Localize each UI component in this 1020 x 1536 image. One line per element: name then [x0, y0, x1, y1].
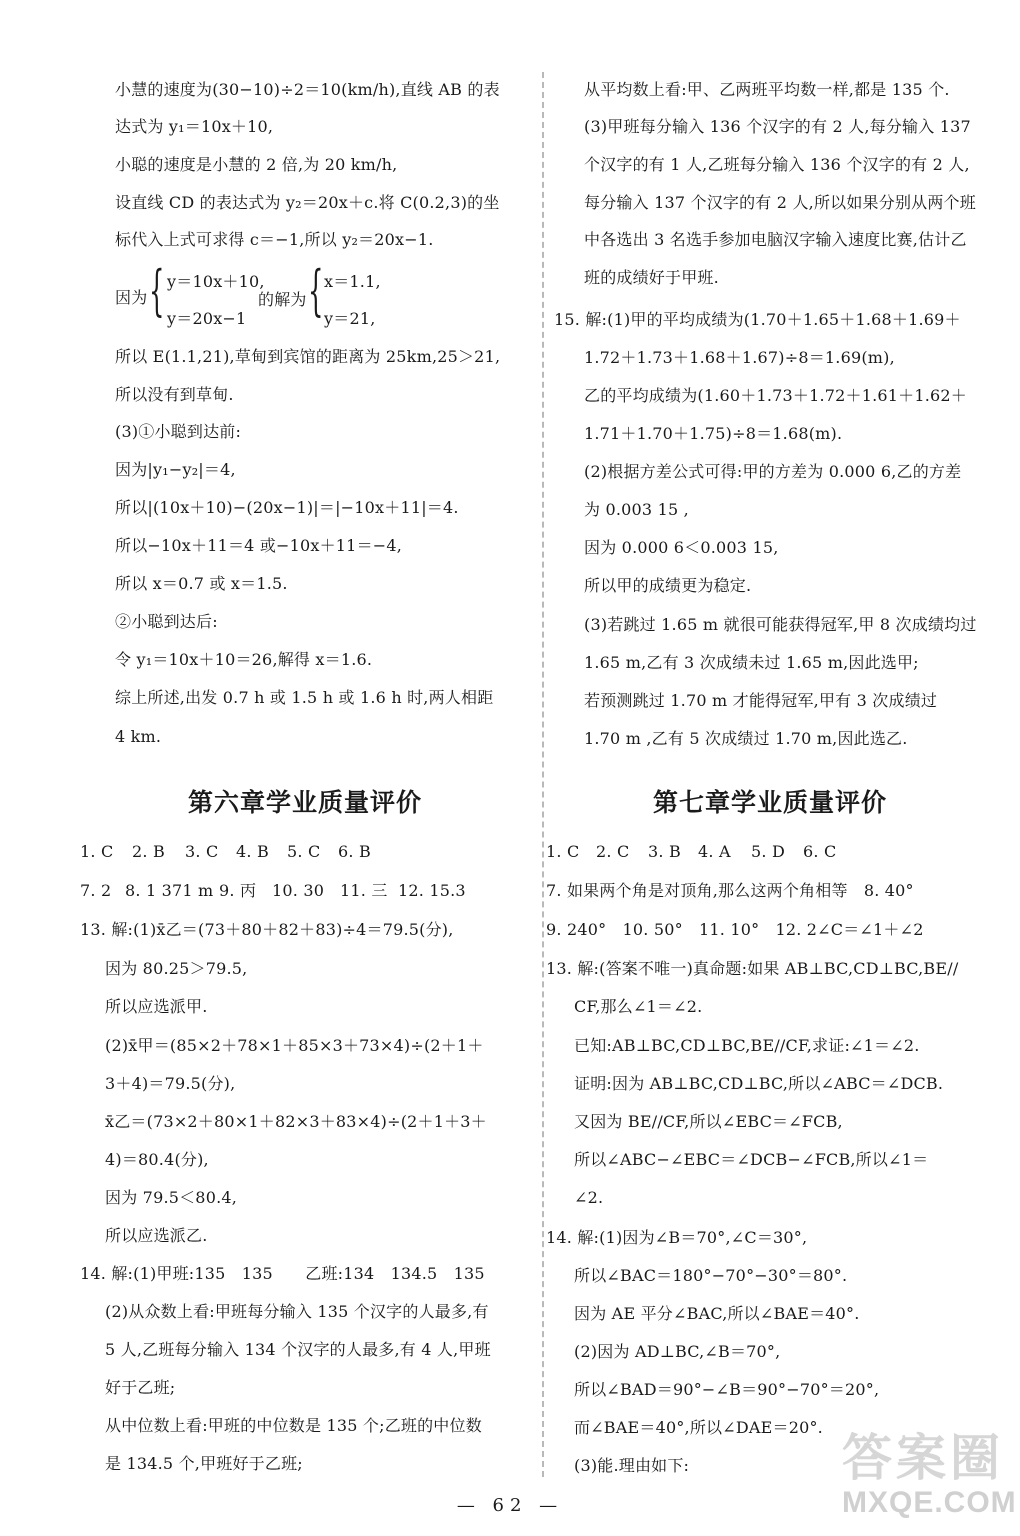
left-brace-icon: { — [308, 259, 324, 322]
text-line: 5 人,乙班每分输入 134 个汉字的人最多,有 4 人,甲班 — [105, 1340, 491, 1359]
text-line: (3)①小聪到达前: — [115, 422, 242, 441]
text-line: CF,那么∠1＝∠2. — [574, 997, 703, 1016]
text-line: ∠2. — [574, 1188, 604, 1207]
text-line: 每分输入 137 个汉字的有 2 人,所以如果分别从两个班 — [584, 193, 976, 212]
text-line: ②小聪到达后: — [115, 612, 218, 631]
text-line: 1.70 m ,乙有 5 次成绩过 1.70 m,因此选乙. — [584, 729, 908, 748]
answer-item: 1. C — [80, 842, 114, 861]
solution-y: y＝21, — [324, 309, 376, 328]
answer-item: 7. 2 — [80, 881, 112, 900]
system-eq1: y＝10x＋10, — [167, 272, 265, 291]
text-line: 所以甲的成绩更为稳定. — [584, 576, 752, 595]
answer-item: 7. 如果两个角是对顶角,那么这两个角相等 8. 40° — [546, 881, 914, 900]
page-number: — 62 — — [456, 1495, 564, 1516]
answer-item: 3. B — [648, 842, 681, 861]
text-line: 4)＝80.4(分), — [105, 1150, 209, 1169]
text-line: 综上所述,出发 0.7 h 或 1.5 h 或 1.6 h 时,两人相距 — [115, 688, 494, 707]
text-line: 从平均数上看:甲、乙两班平均数一样,都是 135 个. — [584, 80, 950, 99]
answer-item: 4. B — [236, 842, 269, 861]
left-brace-icon: { — [149, 259, 165, 322]
section-title: 第六章学业质量评价 — [188, 788, 423, 817]
text-line: x̄乙＝(73×2＋80×1＋82×3＋83×4)÷(2＋1＋3＋ — [105, 1112, 487, 1131]
text-line: 已知:AB⊥BC,CD⊥BC,BE//CF,求证:∠1＝∠2. — [574, 1036, 920, 1055]
text-line: 14. 解:(1)甲班:135 135 乙班:134 134.5 135 — [80, 1264, 485, 1283]
answer-item: 8. 1 371 m — [125, 881, 214, 900]
text-line: 因为 0.000 6＜0.003 15, — [584, 538, 779, 557]
text-line: 标代入上式可求得 c＝−1,所以 y₂＝20x−1. — [115, 230, 434, 249]
watermark-char: 案 — [896, 1429, 946, 1487]
answer-item: 3. C — [185, 842, 219, 861]
answer-item: 2. B — [132, 842, 165, 861]
text-line: (3)若跳过 1.65 m 就很可能获得冠军,甲 8 次成绩均过 — [584, 615, 977, 634]
system-prefix: 因为 — [115, 288, 148, 307]
text-line: 所以|(10x＋10)−(20x−1)|＝|−10x＋11|＝4. — [115, 498, 459, 517]
text-line: 为 0.003 15 , — [584, 500, 689, 519]
text-line: 13. 解:(1)x̄乙＝(73＋80＋82＋83)÷4＝79.5(分), — [80, 920, 454, 939]
answer-item: 9. 240° 10. 50° 11. 10° 12. 2∠C＝∠1＋∠2 — [546, 920, 924, 939]
text-line: 4 km. — [115, 727, 162, 746]
answer-item: 12. 15.3 — [398, 881, 466, 900]
text-line: 达式为 y₁＝10x＋10, — [115, 117, 274, 136]
text-line: 好于乙班; — [105, 1378, 176, 1397]
answer-item: 10. 30 — [272, 881, 325, 900]
text-line: 个汉字的有 1 人,乙班每分输入 136 个汉字的有 2 人, — [584, 155, 970, 174]
answer-item: 9. 丙 — [219, 881, 257, 900]
text-line: 所以∠BAD＝90°−∠B＝90°−70°＝20°, — [574, 1380, 880, 1399]
text-line: 所以 x＝0.7 或 x＝1.5. — [115, 574, 288, 593]
text-line: 是 134.5 个,甲班好于乙班; — [105, 1454, 303, 1473]
section-title: 第七章学业质量评价 — [653, 788, 888, 817]
text-line: 令 y₁＝10x＋10＝26,解得 x＝1.6. — [115, 650, 373, 669]
solution-x: x＝1.1, — [324, 272, 381, 291]
text-line: 小慧的速度为(30−10)÷2＝10(km/h),直线 AB 的表 — [115, 80, 500, 99]
text-line: 1.65 m,乙有 3 次成绩未过 1.65 m,因此选甲; — [584, 653, 919, 672]
system-middle: 的解为 — [258, 290, 307, 309]
text-line: (2)x̄甲＝(85×2＋78×1＋85×3＋73×4)÷(2＋1＋ — [105, 1036, 484, 1055]
text-line: 因为|y₁−y₂|＝4, — [115, 460, 236, 479]
text-line: 因为 79.5＜80.4, — [105, 1188, 238, 1207]
text-line: 而∠BAE＝40°,所以∠DAE＝20°. — [574, 1418, 823, 1437]
text-line: 15. 解:(1)甲的平均成绩为(1.70＋1.65＋1.68＋1.69＋ — [554, 310, 961, 329]
text-line: 从中位数上看:甲班的中位数是 135 个;乙班的中位数 — [105, 1416, 482, 1435]
text-line: 乙的平均成绩为(1.60＋1.73＋1.72＋1.61＋1.62＋ — [584, 386, 967, 405]
text-line: (3)能.理由如下: — [574, 1456, 690, 1475]
text-line: 1.72＋1.73＋1.68＋1.67)÷8＝1.69(m), — [584, 348, 895, 367]
watermark-logo — [832, 1404, 1017, 1532]
text-line: 14. 解:(1)因为∠B＝70°,∠C＝30°, — [546, 1228, 808, 1247]
answer-item: 6. B — [338, 842, 371, 861]
text-line: 若预测跳过 1.70 m 才能得冠军,甲有 3 次成绩过 — [584, 691, 938, 710]
answer-item: 6. C — [803, 842, 837, 861]
answer-item: 1. C — [546, 842, 580, 861]
text-line: 所以应选派甲. — [105, 997, 208, 1016]
text-line: 因为 80.25＞79.5, — [105, 959, 248, 978]
text-line: 1.71＋1.70＋1.75)÷8＝1.68(m). — [584, 424, 843, 443]
text-line: 所以∠ABC−∠EBC＝∠DCB−∠FCB,所以∠1＝ — [574, 1150, 929, 1169]
text-line: (2)因为 AD⊥BC,∠B＝70°, — [574, 1342, 781, 1361]
text-line: 因为 AE 平分∠BAC,所以∠BAE＝40°. — [574, 1304, 860, 1323]
text-line: 3＋4)＝79.5(分), — [105, 1074, 236, 1093]
answer-item: 5. C — [287, 842, 321, 861]
text-line: 设直线 CD 的表达式为 y₂＝20x＋c.将 C(0.2,3)的坐 — [115, 193, 500, 212]
answer-item: 4. A — [698, 842, 731, 861]
text-line: 13. 解:(答案不唯一)真命题:如果 AB⊥BC,CD⊥BC,BE// — [546, 959, 959, 978]
text-line: 所以−10x＋11＝4 或−10x＋11＝−4, — [115, 536, 403, 555]
text-line: (2)从众数上看:甲班每分输入 135 个汉字的人最多,有 — [105, 1302, 489, 1321]
answer-item: 11. 三 — [340, 881, 388, 900]
watermark-url: MXQE.COM — [842, 1486, 1017, 1519]
text-line: 中各选出 3 名选手参加电脑汉字输入速度比赛,估计乙 — [584, 230, 967, 249]
text-line: 证明:因为 AB⊥BC,CD⊥BC,所以∠ABC＝∠DCB. — [574, 1074, 944, 1093]
system-eq2: y＝20x−1 — [167, 309, 247, 328]
text-line: 小聪的速度是小慧的 2 倍,为 20 km/h, — [115, 155, 398, 174]
watermark-char: 圈 — [950, 1429, 1000, 1487]
answer-item: 2. C — [596, 842, 630, 861]
answer-item: 5. D — [751, 842, 785, 861]
text-line: (3)甲班每分输入 136 个汉字的有 2 人,每分输入 137 — [584, 117, 971, 136]
text-line: 所以应选派乙. — [105, 1226, 208, 1245]
text-line: 又因为 BE//CF,所以∠EBC＝∠FCB, — [574, 1112, 843, 1131]
text-line: 所以∠BAC＝180°−70°−30°＝80°. — [574, 1266, 848, 1285]
column-divider — [542, 72, 544, 1477]
text-line: 所以没有到草甸. — [115, 385, 234, 404]
text-line: (2)根据方差公式可得:甲的方差为 0.000 6,乙的方差 — [584, 462, 962, 481]
text-line: 所以 E(1.1,21),草甸到宾馆的距离为 25km,25＞21, — [115, 347, 501, 366]
watermark-char: 答 — [842, 1429, 892, 1487]
text-line: 班的成绩好于甲班. — [584, 268, 719, 287]
